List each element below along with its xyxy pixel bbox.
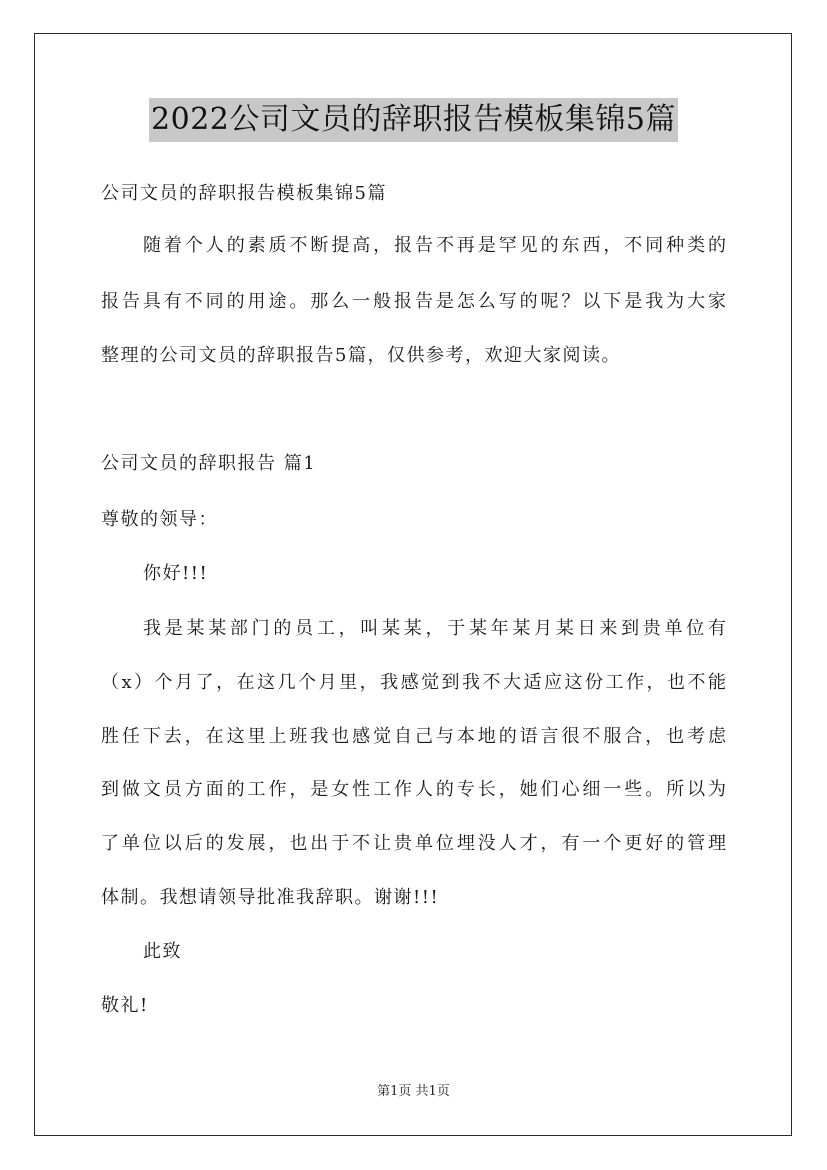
- intro-line-2: 报告具有不同的用途。那么一般报告是怎么写的呢？以下是我为大家: [101, 291, 726, 312]
- section-heading: 公司文员的辞职报告 篇1: [101, 453, 317, 474]
- body-line-2: （x）个月了，在这几个月里，我感觉到我不大适应这份工作，也不能: [101, 672, 726, 693]
- body-line-1: 我是某某部门的员工，叫某某，于某年某月某日来到贵单位有: [143, 618, 726, 639]
- body-line-4: 到做文员方面的工作，是女性工作人的专长，她们心细一些。所以为: [101, 779, 726, 800]
- closing-salute: 敬礼!: [101, 995, 149, 1016]
- body-line-5: 了单位以后的发展，也出于不让贵单位埋没人才，有一个更好的管理: [101, 833, 726, 854]
- title-container: [0, 98, 827, 142]
- body-line-6: 体制。我想请领导批准我辞职。谢谢!!!: [101, 887, 440, 908]
- page-number: 第1页 共1页: [377, 1084, 450, 1099]
- greeting: 你好!!!: [143, 563, 209, 584]
- intro-line-3: 整理的公司文员的辞职报告5篇，仅供参考，欢迎大家阅读。: [101, 345, 621, 366]
- closing-regards: 此致: [143, 941, 182, 962]
- intro-line-1: 随着个人的素质不断提高，报告不再是罕见的东西，不同种类的: [143, 235, 726, 256]
- body-line-3: 胜任下去，在这里上班我也感觉自己与本地的语言很不服合，也考虑: [101, 726, 726, 747]
- document-subtitle: 公司文员的辞职报告模板集锦5篇: [101, 183, 387, 204]
- salutation: 尊敬的领导：: [101, 509, 218, 530]
- document-title: 2022公司文员的辞职报告模板集锦5篇: [149, 98, 678, 142]
